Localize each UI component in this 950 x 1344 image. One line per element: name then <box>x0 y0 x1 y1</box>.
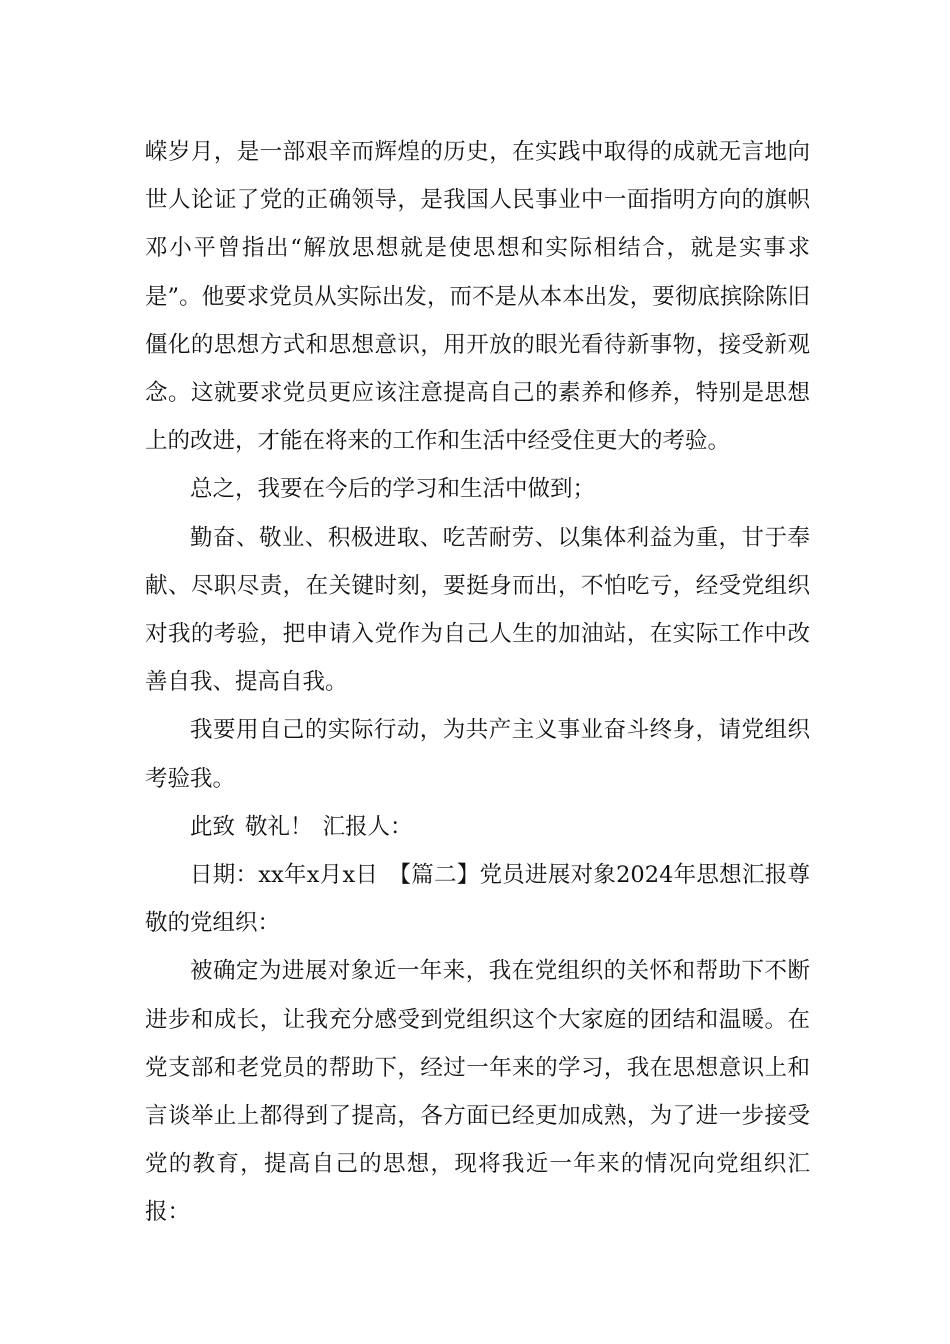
closing-salute: 此致 <box>190 813 236 840</box>
paragraph-second-report: 被确定为进展对象近一年来，我在党组织的关怀和帮助下不断进步和成长，让我充分感受到党组织这个大家庭的团结和温暖。在党支部和老党员的帮助下，经过一年来的学习，我在思想意识上和言谈举止上都得到了提高，各方面已经更加成熟，为了进一步接受党的教育，提高自己的思想，现将我近一年来的情况向党组织汇报： <box>145 958 810 1226</box>
paragraph-continuation: 嵘岁月，是一部艰辛而辉煌的历史，在实践中取得的成就无言地向世人论证了党的正确领导，是我国人民事业中一面指明方向的旗帜邓小平曾指出“解放思想就是使思想和实际相结合，就是实事求是”。他要求党员从实际出发，而不是从本本出发，要彻底摈除陈旧僵化的思想方式和思想意识，用开放的眼光看待新事物，接受新观念。这就要求党员更应该注意提高自己的素养和修养，特别是思想上的改进，才能在将来的工作和生活中经受住更大的考验。 <box>145 139 810 455</box>
report-date: 日期：xx年x月x日 <box>190 862 379 889</box>
date-heading-line <box>145 851 810 947</box>
paragraph-commitment: 勤奋、敬业、积极进取、吃苦耐劳、以集体利益为重，甘于奉献、尽职尽责，在关键时刻，要挺身而出，不怕吃亏，经受党组织对我的考验，把申请入党作为自己人生的加油站，在实际工作中改善自我、提高自我。 <box>145 524 810 696</box>
paragraph-resolve: 我要用自己的实际行动，为共产主义事业奋斗终身，请党组织考验我。 <box>145 717 810 792</box>
document-body <box>145 128 810 1237</box>
closing-reporter: 汇报人： <box>322 813 413 840</box>
paragraph-summary: 总之，我要在今后的学习和生活中做到； <box>190 476 596 503</box>
closing-regards: 敬礼！ <box>245 813 313 840</box>
section-heading: 【篇二】党员进展对象2024年思想汇报尊敬的党组织： <box>145 862 810 937</box>
closing-line <box>145 803 810 851</box>
